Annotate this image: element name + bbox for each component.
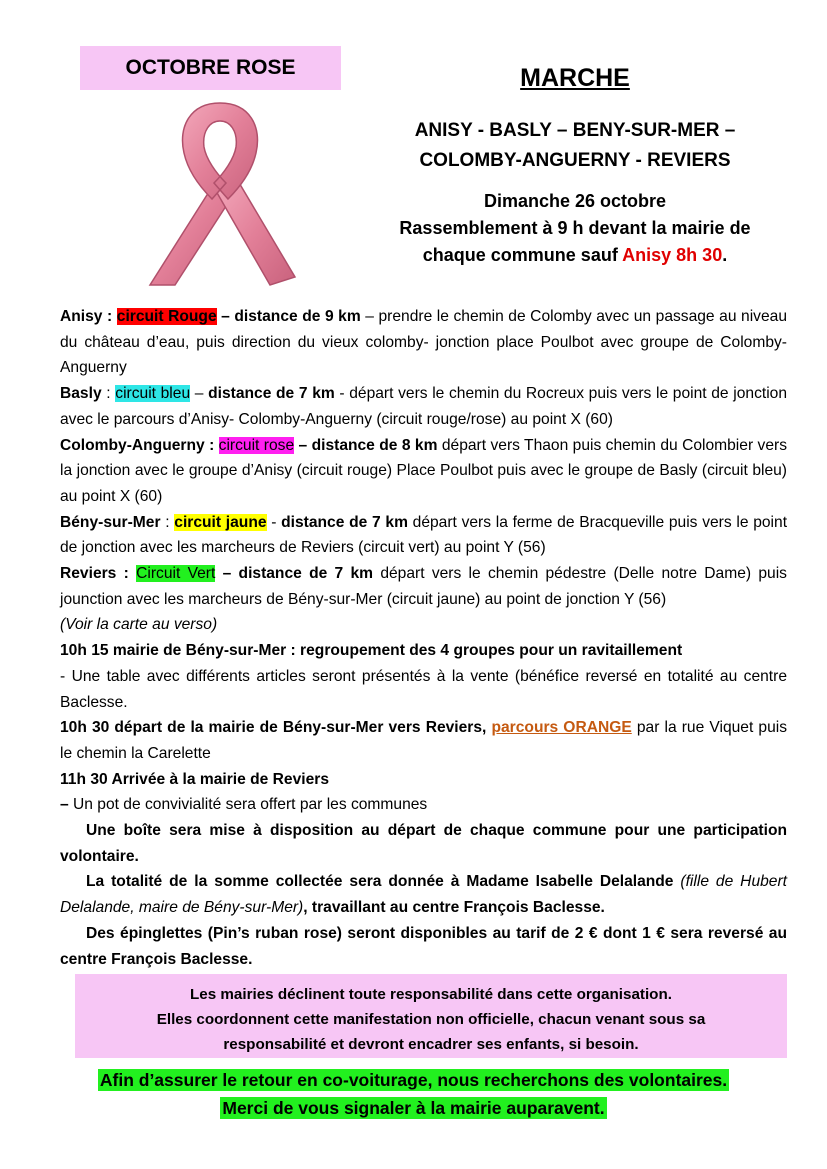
circuit-vert-label: Circuit Vert [136,565,216,583]
octobre-rose-banner: OCTOBRE ROSE [80,46,341,90]
pink-ribbon-icon [120,95,320,295]
communes-heading [376,116,774,176]
regroupement-text: - Une table avec différents articles seront présentés à la vente (bénéfice reversé en totalité au centre Baclesse. [60,667,787,711]
circuit-rouge-label: circuit Rouge [116,308,217,325]
depart-reviers: 10h 30 départ de la mairie de Bény-sur-Mer vers Reviers, parcours ORANGE par la rue Viquet puis le chemin la Carelette [60,719,788,762]
circuit-basly: Basly : circuit bleu – distance de 7 km - départ vers le chemin du Rocreux puis vers le point de jonction avec le parcours d’Anisy- Colomby-Anguerny (circuit rouge/rose) au point X (60) [60,385,788,428]
circuit-beny: Bény-sur-Mer : circuit jaune - distance de 7 km départ vers la ferme de Bracqueville puis vers le point de jonction avec les marcheurs de Reviers (circuit vert) au point Y (56) [60,513,788,557]
meeting-info [376,188,774,269]
circuit-reviers: Reviers : Circuit Vert – distance de 7 km départ vers le chemin pédestre (Delle notre Dame) puis jounction avec les marcheurs de Bény-sur-Mer (circuit jaune) au point de jonction Y (56) [60,565,787,608]
document-body [60,304,787,972]
regroupement-title: 10h 15 mairie de Bény-sur-Mer : regroupement des 4 groupes pour un ravitaillement [60,642,683,660]
pot-text: – Un pot de convivialité sera offert par les communes [60,796,428,814]
disclaimer-box [75,974,787,1058]
volunteer-appeal-1: Afin d’assurer le retour en co-voiturage, nous recherchons des volontaires. [99,1070,728,1090]
disclaimer-line-1: Les mairies déclinent toute responsabilité dans cette organisation. [190,986,672,1003]
arrivee-title: 11h 30 Arrivée à la mairie de Reviers [60,770,330,788]
circuit-jaune-label: circuit jaune [174,513,267,531]
volunteer-appeal-2: Merci de vous signaler à la mairie auparavent. [222,1098,605,1118]
page-title: MARCHE [520,64,630,92]
disclaimer-line-2: Elles coordonnent cette manifestation non officielle, chacun venant sous sa [156,1011,706,1028]
event-date: Dimanche 26 octobre [483,191,667,211]
communes-line-2: COLOMBY-ANGUERNY - REVIERS [419,150,731,171]
communes-line-1: ANISY - BASLY – BENY-SUR-MER – [414,120,736,141]
map-reference: (Voir la carte au verso) [60,616,218,634]
parcours-orange-label: parcours ORANGE [491,719,632,737]
circuit-anisy: Anisy : circuit Rouge – distance de 9 km – prendre le chemin de Colomby avec un passage au niveau du château d’eau, puis direction du vieux colomby- jonction place Poulbot avec groupe de Colomby-Anguerny [60,308,787,377]
boite-text: Une boîte sera mise à disposition au départ de chaque commune pour une participation volontaire. [60,822,787,865]
circuit-bleu-label: circuit bleu [115,385,191,403]
rdv-line-1: Rassemblement à 9 h devant la mairie de [399,218,751,238]
anisy-time: Anisy 8h 30 [622,245,723,265]
totalite-text: La totalité de la somme collectée sera donnée à Madame Isabelle Delalande (fille de Hubert Delalande, maire de Bény-sur-Mer), travaillant au centre François Baclesse. [60,873,787,917]
circuit-colomby: Colomby-Anguerny : circuit rose – distance de 8 km départ vers Thaon puis chemin du Colombier vers la jonction avec le groupe d’Anisy (circuit rouge) Place Poulbot puis avec le groupe de Basly (circuit bleu) au point X (60) [60,436,787,505]
rdv-line-2: chaque commune sauf Anisy 8h 30. [422,245,728,265]
disclaimer-line-3: responsabilité et devront encadrer ses enfants, si besoin. [223,1036,639,1053]
epinglettes-text: Des épinglettes (Pin’s ruban rose) seront disponibles au tarif de 2 € dont 1 € sera reversé au centre François Baclesse. [60,924,787,968]
circuit-rose-label: circuit rose [218,436,295,454]
